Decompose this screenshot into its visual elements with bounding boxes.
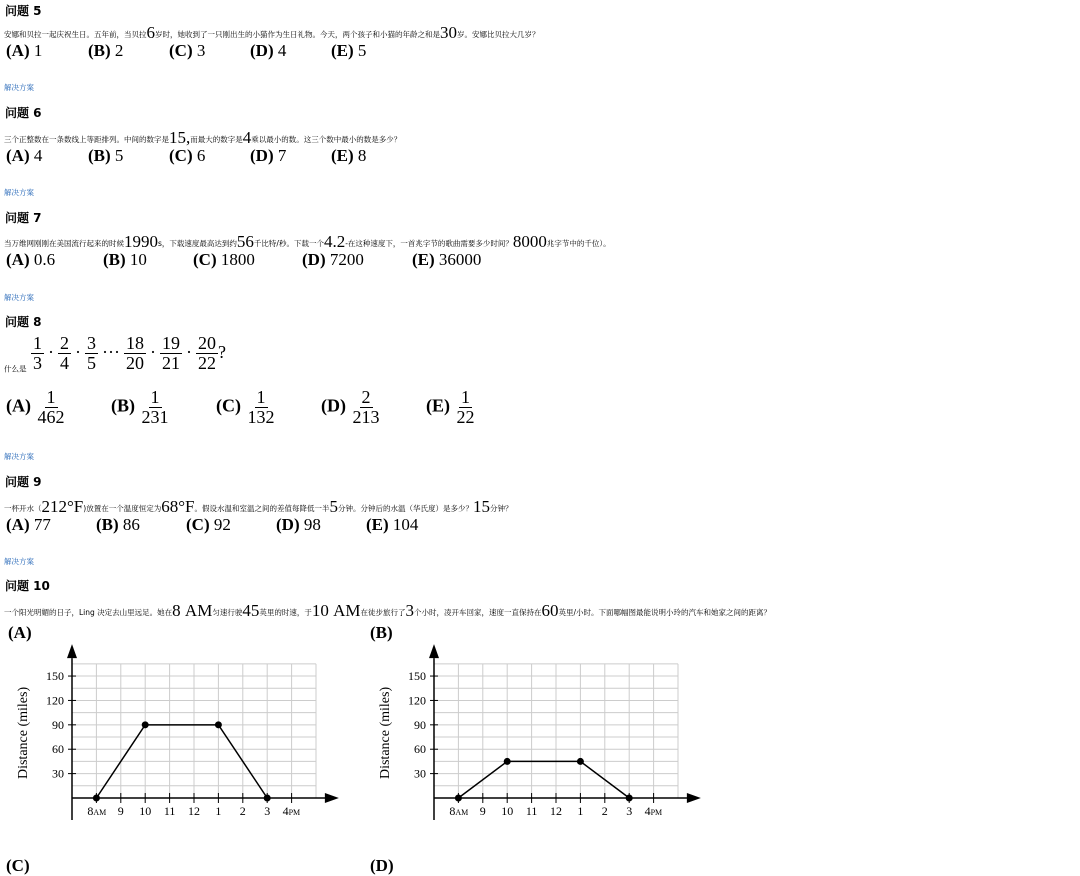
y-tick-label: 120: [408, 693, 426, 708]
x-tick-label: 2: [239, 804, 246, 818]
choice: (B) $\frac{1}{231}$: [111, 387, 169, 427]
choice: (C) 6: [169, 146, 206, 165]
y-tick-label: 30: [52, 766, 64, 781]
problem-6-choices: [6, 146, 366, 166]
y-tick-label: 60: [414, 742, 426, 757]
problem-7-title: 问题 7: [5, 211, 42, 225]
y-axis-arrow: [429, 644, 439, 658]
x-tick-label: [283, 804, 301, 818]
y-tick-label: 120: [46, 693, 64, 708]
data-point: [455, 795, 462, 802]
x-axis-arrow: [325, 793, 339, 803]
x-tick-number: 4: [282, 804, 289, 818]
data-point: [577, 758, 584, 765]
fraction: $\frac{3}{5}$: [87, 333, 96, 373]
problem-8-choices: [6, 388, 477, 427]
y-tick-label: 90: [52, 717, 64, 732]
data-point: [504, 758, 511, 765]
x-tick-label: 1: [577, 804, 584, 818]
choice: (D) 4: [250, 41, 287, 60]
choice: (D) 7200: [302, 250, 364, 269]
x-tick-suffix: AM: [455, 808, 469, 817]
data-point: [93, 795, 100, 802]
choice: (C) 92: [186, 515, 231, 534]
data-point: [142, 721, 149, 728]
choice: (E) 36000: [412, 250, 482, 269]
x-tick-label: [87, 804, 106, 818]
choice: (A) 0.6: [6, 250, 56, 269]
y-axis-arrow: [67, 644, 77, 658]
problem-8-question: $_{什么是}$ $\frac{1}{3}$ · $\frac{2}{4}$ · $\frac{3}{5}$ ··· $\frac{18}{20}$ · $\frac{19}{21}$ · $\frac{20}{22}$ ?: [4, 333, 226, 374]
problem-6-title: 问题 6: [5, 106, 42, 120]
y-tick-label: 150: [408, 669, 426, 684]
x-tick-label: 3: [264, 804, 271, 818]
choice: (A) 1: [6, 41, 43, 60]
choice: (E) $\frac{1}{22}$: [426, 387, 475, 427]
choice: (B) 5: [88, 146, 124, 165]
graph-d-label: (D): [370, 856, 394, 875]
data-point: [264, 795, 271, 802]
series-line: [458, 761, 629, 798]
problem-5-solution-link[interactable]: 解决方案: [4, 83, 34, 92]
choice: (D) 7: [250, 146, 287, 165]
x-tick-number: 8: [87, 804, 94, 818]
choice: (A) 77: [6, 515, 51, 534]
product-expression: $\frac{1}{3}$ · $\frac{2}{4}$ · $\frac{3}{5}$ ··· $\frac{18}{20}$ · $\frac{19}{21}$ · $\frac{20}{22}$ ?: [33, 333, 226, 373]
data-point: [215, 721, 222, 728]
choice: (A) $\frac{1}{462}$: [6, 387, 65, 427]
choice: (D) $\frac{2}{213}$: [321, 387, 380, 427]
graph-label: (A): [8, 623, 32, 642]
graph-a: [0, 618, 350, 828]
choice: (E) 8: [331, 146, 367, 165]
x-tick-label: 10: [139, 804, 152, 818]
choice: (E) 104: [366, 515, 419, 534]
fraction: $\frac{19}{21}$: [161, 333, 180, 373]
graph-body: [8, 623, 339, 820]
choice: (E) 5: [331, 41, 367, 60]
fraction: $\frac{20}{22}$: [197, 333, 216, 373]
x-tick-suffix: AM: [93, 808, 107, 817]
graph-label: (B): [370, 623, 393, 642]
problem-8-solution-link[interactable]: 解决方案: [4, 452, 34, 461]
x-tick-number: 8: [449, 804, 456, 818]
problem-7-question: 当万维网刚刚在美国流行起来的时候1990s，下载速度最高达到约56千比特/秒。下载一个4.2-在这种速度下，一首兆字节的歌曲需要多少时间？8000兆字节中的千位）。: [4, 232, 611, 251]
problem-9-question: 一杯开水（212°F)放置在一个温度恒定为68°F。假设水温和室温之间的差值每降低一半5分钟。分钟后的水温（华氏度）是多少？15分钟？: [4, 497, 513, 516]
choice: (A) 4: [6, 146, 43, 165]
x-tick-label: 11: [163, 804, 176, 818]
x-tick-label: [645, 804, 663, 818]
y-axis-label: Distance (miles): [16, 686, 31, 780]
x-tick-label: 2: [601, 804, 608, 818]
problem-10-question: 一个阳光明媚的日子，Ling 决定去山里远足。她在8 AM匀速行驶45英里的时速，于10 AM在徒步旅行了3个小时，凌开车回家，速度一直保持在60英里/小时。下面哪幅图最能说明小玲的汽车和她家之间的距离？: [4, 601, 772, 620]
choice: (C) 1800: [193, 250, 255, 269]
problem-5-question: 安娜和贝拉一起庆祝生日。五年前，当贝拉6岁时，她收到了一只刚出生的小猫作为生日礼物。今天，两个孩子和小猫的年龄之和是30岁。安娜比贝拉大几岁？: [4, 23, 540, 42]
x-axis-arrow: [687, 793, 701, 803]
x-tick-suffix: PM: [650, 808, 663, 817]
y-tick-label: 150: [46, 669, 64, 684]
choice: (C) 3: [169, 41, 206, 60]
y-tick-label: 90: [414, 717, 426, 732]
problem-5-choices: [6, 41, 366, 61]
x-tick-label: [449, 804, 468, 818]
problem-10-title: 问题 10: [5, 579, 50, 593]
choice: (D) 98: [276, 515, 321, 534]
choice: (B) 10: [103, 250, 147, 269]
x-tick-label: 10: [501, 804, 514, 818]
data-point: [626, 795, 633, 802]
x-tick-label: 9: [479, 804, 486, 818]
choice: (C) $\frac{1}{132}$: [216, 387, 275, 427]
problem-8-title: 问题 8: [5, 315, 42, 329]
y-tick-label: 60: [52, 742, 64, 757]
problem-9-choices: [6, 515, 418, 535]
problem-7-solution-link[interactable]: 解决方案: [4, 293, 34, 302]
problem-9-solution-link[interactable]: 解决方案: [4, 557, 34, 566]
problem-9-title: 问题 9: [5, 475, 42, 489]
x-tick-label: 1: [215, 804, 222, 818]
fraction: $\frac{18}{20}$: [125, 333, 144, 373]
y-axis-label: Distance (miles): [378, 686, 393, 780]
fraction: $\frac{1}{3}$: [33, 333, 42, 373]
problem-6-question: 三个正整数在一条数线上等距排列。中间的数字是15,而最大的数字是4乘以最小的数。这三个数中最小的数是多少？: [4, 128, 402, 147]
x-tick-number: 4: [644, 804, 651, 818]
x-tick-label: 12: [550, 804, 562, 818]
x-tick-label: 3: [626, 804, 633, 818]
x-tick-suffix: PM: [288, 808, 301, 817]
choice: (B) 2: [88, 41, 124, 60]
problem-5-title: 问题 5: [5, 4, 42, 18]
x-tick-label: 9: [117, 804, 124, 818]
problem-6-solution-link[interactable]: 解决方案: [4, 188, 34, 197]
fraction: $\frac{2}{4}$: [60, 333, 69, 373]
graph-c-label: (C): [6, 856, 30, 875]
graph-b: [362, 618, 712, 828]
problem-7-choices: [6, 250, 481, 270]
x-tick-label: 11: [525, 804, 538, 818]
choice: (B) 86: [96, 515, 140, 534]
graph-body: [370, 623, 701, 820]
y-tick-label: 30: [414, 766, 426, 781]
x-tick-label: 12: [188, 804, 200, 818]
